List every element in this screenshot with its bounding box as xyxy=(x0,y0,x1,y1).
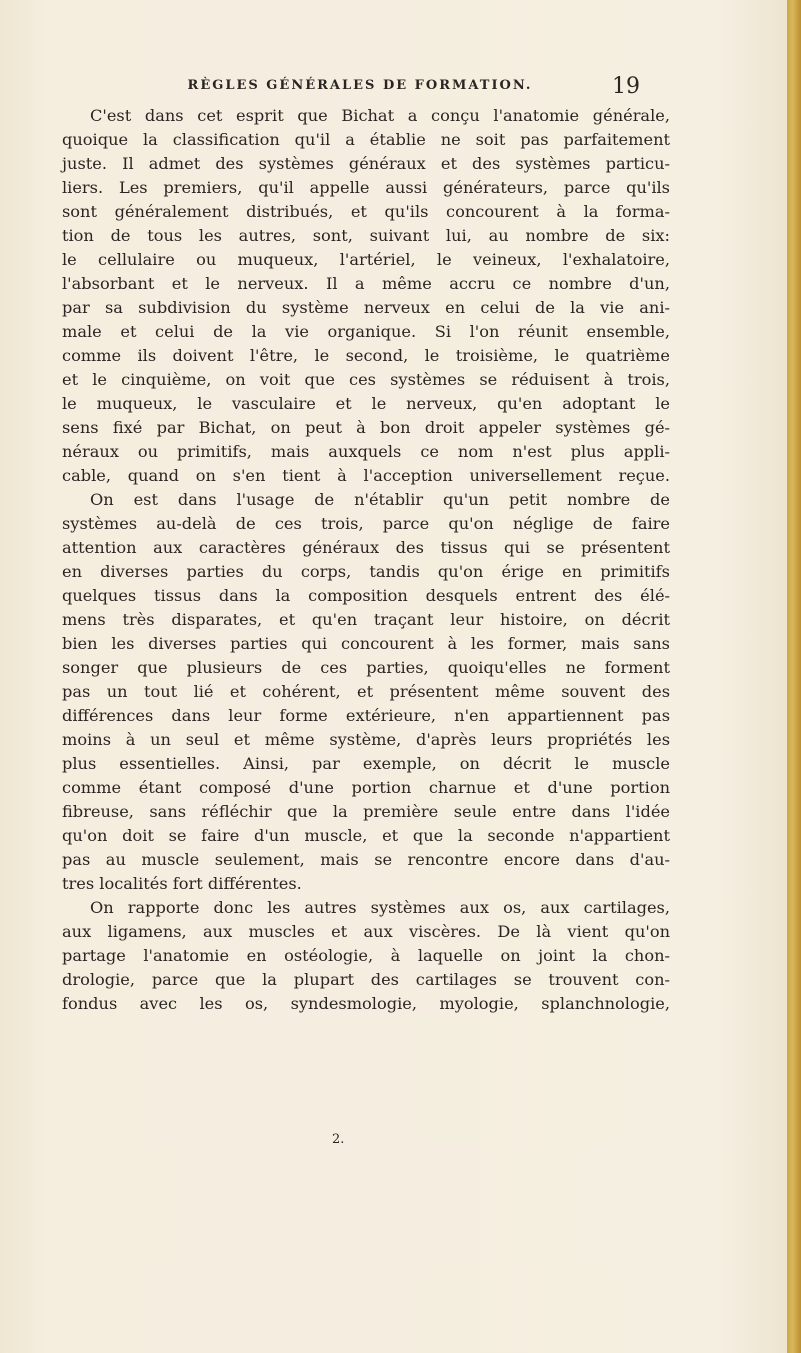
text-line: qu'on doit se faire d'un muscle, et que la seconde n'appartient xyxy=(62,826,670,845)
text-line: cable, quand on s'en tient à l'acception universellement reçue. xyxy=(62,466,670,485)
text-line: et le cinquième, on voit que ces systèmes se réduisent à trois, xyxy=(62,370,670,389)
text-line: attention aux caractères généraux des tissus qui se présentent xyxy=(62,538,670,557)
text-line: néraux ou primitifs, mais auxquels ce nom n'est plus appli- xyxy=(62,442,670,461)
text-line: pas un tout lié et cohérent, et présentent même souvent des xyxy=(62,682,670,701)
text-line: comme ils doivent l'être, le second, le troisième, le quatrième xyxy=(62,346,670,365)
text-line: le muqueux, le vasculaire et le nerveux, qu'en adoptant le xyxy=(62,394,670,413)
running-title: RÈGLES GÉNÉRALES DE FORMATION. xyxy=(187,78,533,93)
text-line: juste. Il admet des systèmes généraux et des systèmes particu- xyxy=(62,154,670,173)
running-header xyxy=(150,78,570,93)
text-line: pas au muscle seulement, mais se rencontre encore dans d'au- xyxy=(62,850,670,869)
text-line: liers. Les premiers, qu'il appelle aussi générateurs, parce qu'ils xyxy=(62,178,670,197)
text-line: aux ligamens, aux muscles et aux viscères. De là vient qu'on xyxy=(62,922,670,941)
text-line: comme étant composé d'une portion charnue et d'une portion xyxy=(62,778,670,797)
text-line: tion de tous les autres, sont, suivant lui, au nombre de six: xyxy=(62,226,670,245)
text-line: bien les diverses parties qui concourent à les former, mais sans xyxy=(62,634,670,653)
text-line: songer que plusieurs de ces parties, quoiqu'elles ne forment xyxy=(62,658,670,677)
text-line: plus essentielles. Ainsi, par exemple, on décrit le muscle xyxy=(62,754,670,773)
text-line: fibreuse, sans réfléchir que la première seule entre dans l'idée xyxy=(62,802,670,821)
text-line: en diverses parties du corps, tandis qu'on érige en primitifs xyxy=(62,562,670,581)
text-line: différences dans leur forme extérieure, n'en appartiennent pas xyxy=(62,706,670,725)
text-line: systèmes au-delà de ces trois, parce qu'on néglige de faire xyxy=(62,514,670,533)
text-line: partage l'anatomie en ostéologie, à laquelle on joint la chon- xyxy=(62,946,670,965)
text-line: le cellulaire ou muqueux, l'artériel, le veineux, l'exhalatoire, xyxy=(62,250,670,269)
text-line: sont généralement distribués, et qu'ils concourent à la forma- xyxy=(62,202,670,221)
text-line: C'est dans cet esprit que Bichat a conçu l'anatomie générale, xyxy=(90,106,670,125)
text-line: moins à un seul et même système, d'après leurs propriétés les xyxy=(62,730,670,749)
text-line: On rapporte donc les autres systèmes aux os, aux cartilages, xyxy=(90,898,670,917)
text-line: l'absorbant et le nerveux. Il a même accru ce nombre d'un, xyxy=(62,274,670,293)
text-line: par sa subdivision du système nerveux en celui de la vie ani- xyxy=(62,298,670,317)
body-text xyxy=(62,104,670,1016)
text-line: On est dans l'usage de n'établir qu'un petit nombre de xyxy=(90,490,670,509)
text-line: quoique la classification qu'il a établie ne soit pas parfaitement xyxy=(62,130,670,149)
page-edge-strip xyxy=(787,0,801,1353)
text-line: mens très disparates, et qu'en traçant leur histoire, on décrit xyxy=(62,610,670,629)
text-line: quelques tissus dans la composition desquels entrent des élé- xyxy=(62,586,670,605)
page-number: 19 xyxy=(612,74,640,99)
text-line: fondus avec les os, syndesmologie, myologie, splanchnologie, xyxy=(62,994,670,1013)
signature-mark: 2. xyxy=(332,1132,345,1147)
text-line: sens fixé par Bichat, on peut à bon droit appeler systèmes gé- xyxy=(62,418,670,437)
text-line: tres localités fort différentes. xyxy=(62,874,302,893)
text-line: drologie, parce que la plupart des cartilages se trouvent con- xyxy=(62,970,670,989)
text-line: male et celui de la vie organique. Si l'on réunit ensemble, xyxy=(62,322,670,341)
